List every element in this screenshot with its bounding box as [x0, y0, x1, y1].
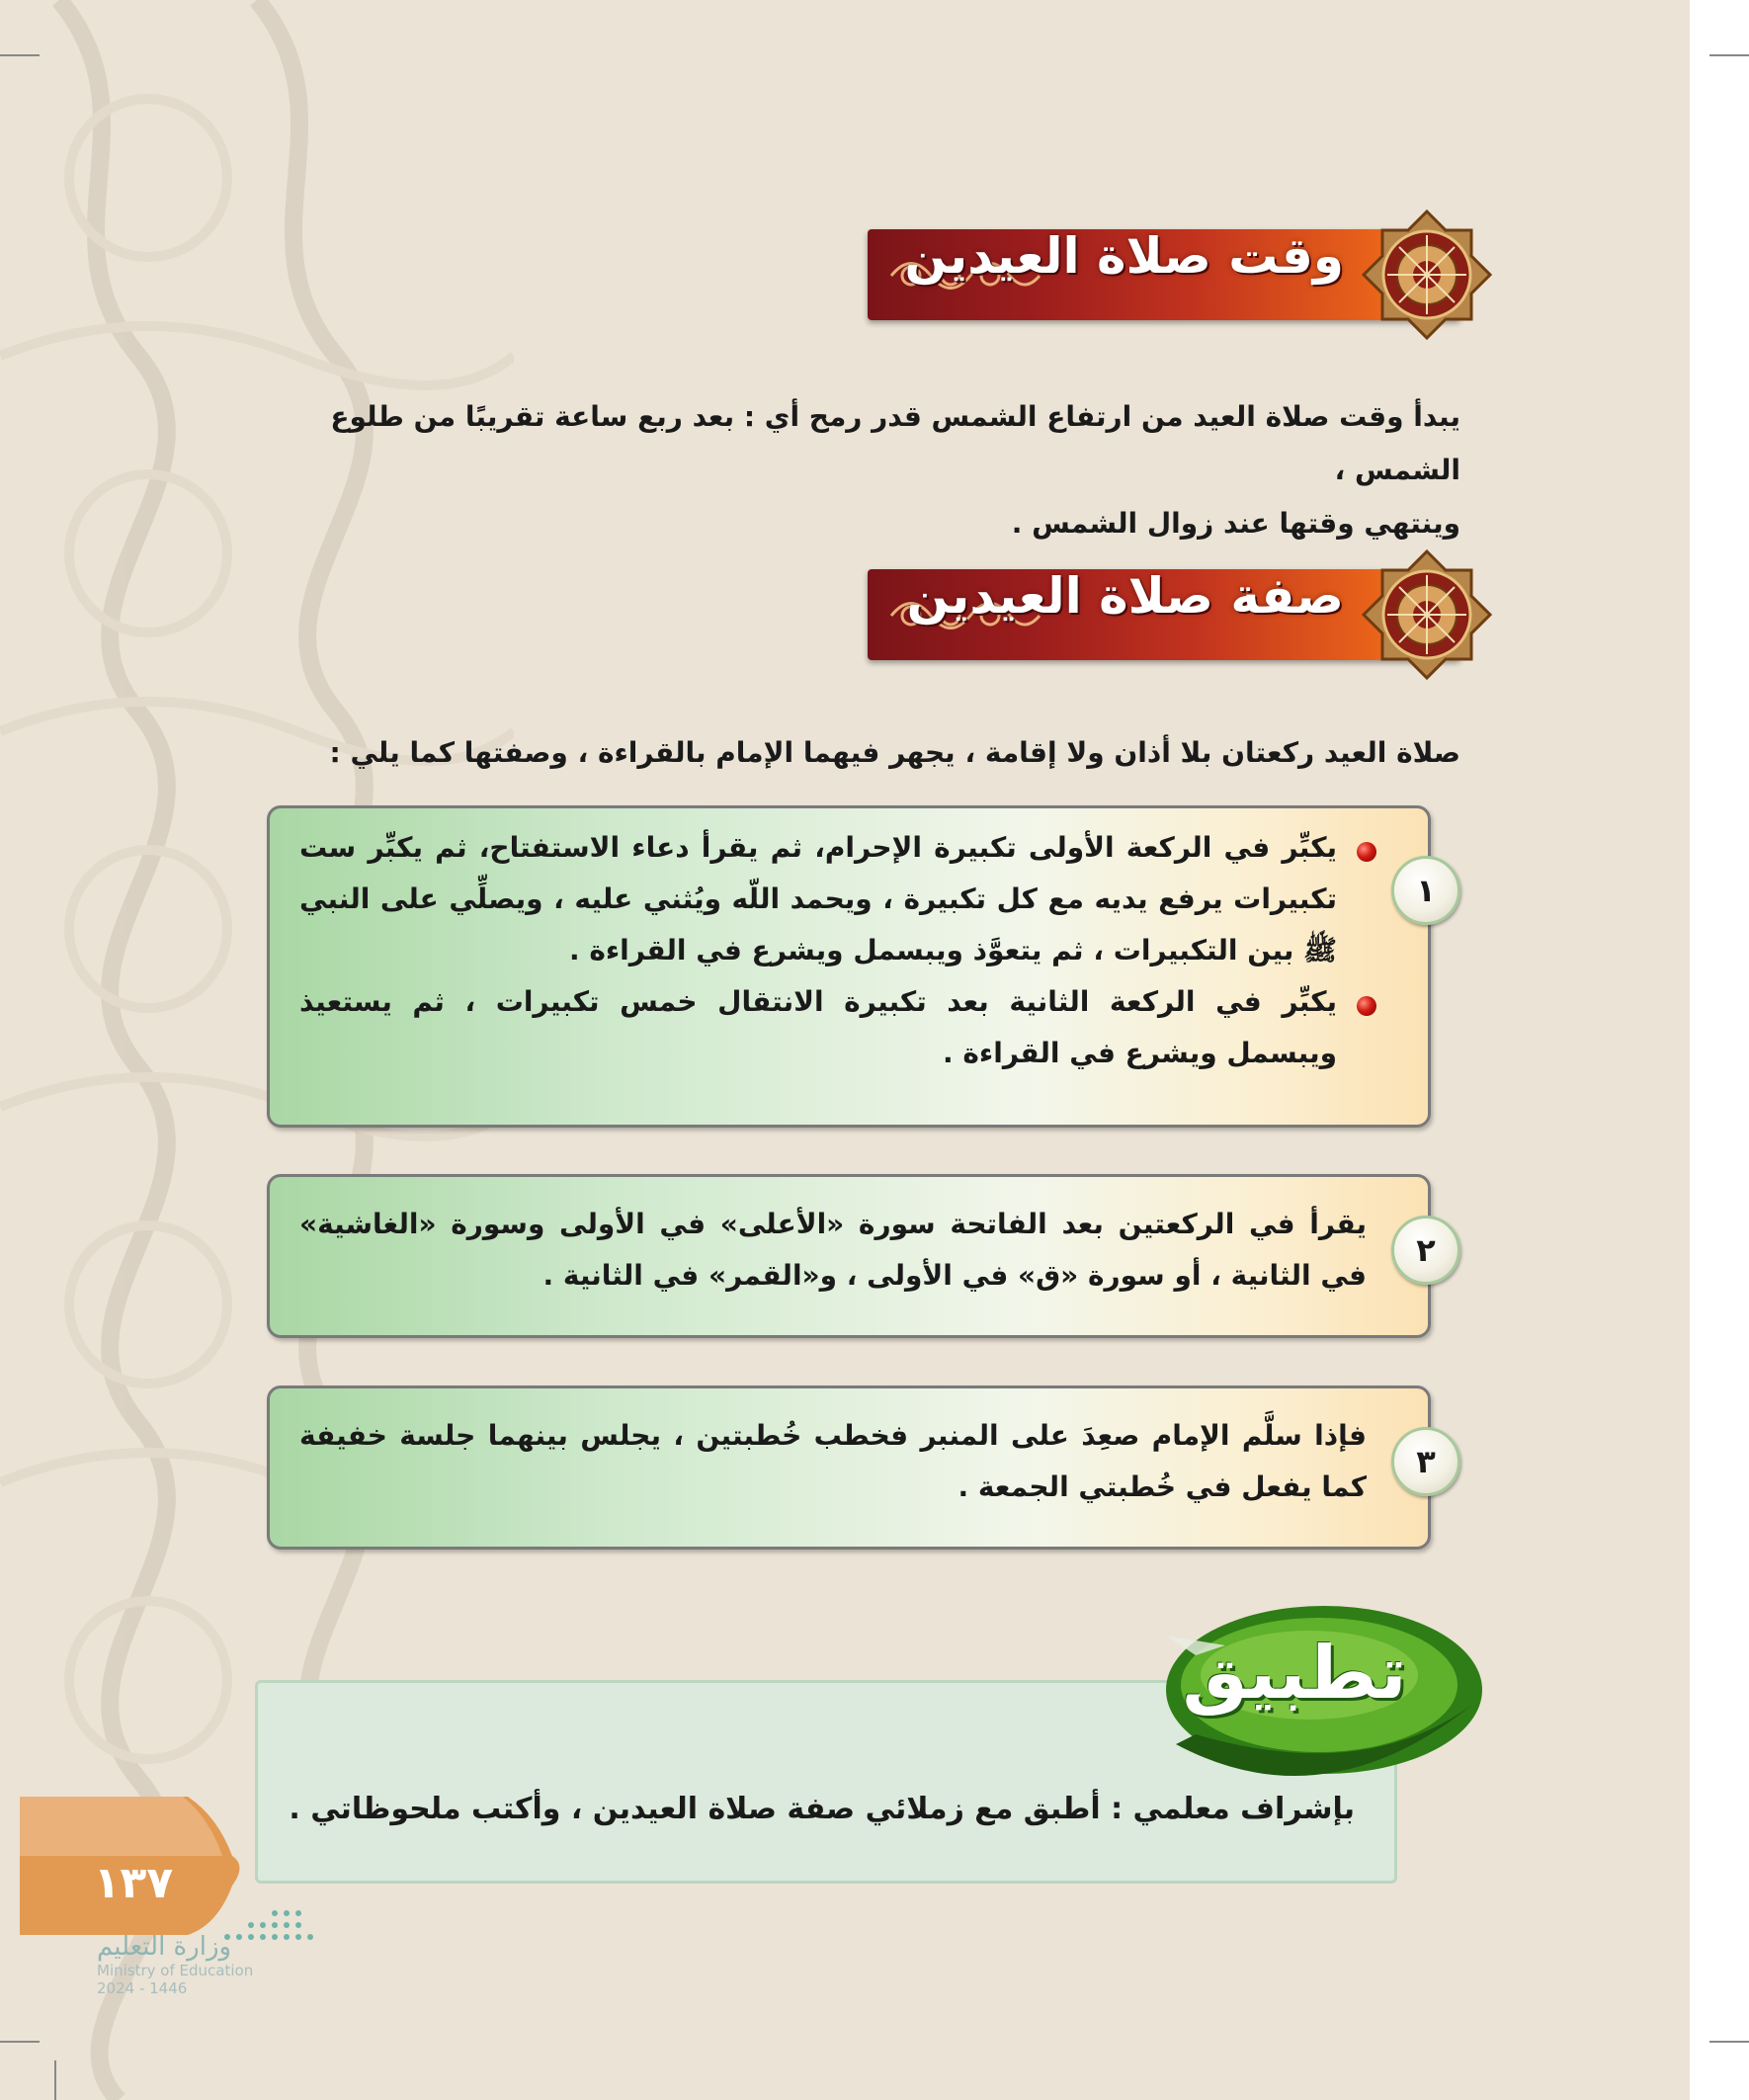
crop-mark — [1709, 2041, 1749, 2043]
step-1-bullet-2: يكبِّر في الركعة الثانية بعد تكبيرة الانتقال خمس تكبيرات ، ثم يستعيذ ويبسمل ويشرع في القراءة . — [299, 985, 1337, 1069]
step-number-badge: ٢ — [1391, 1216, 1460, 1285]
step-number-badge: ٣ — [1391, 1427, 1460, 1496]
ministry-logo — [97, 1932, 314, 1997]
step-box-3 — [267, 1386, 1431, 1550]
eid-time-paragraph — [225, 390, 1460, 550]
step-box-1 — [267, 805, 1431, 1128]
rosette-ornament-icon — [1362, 210, 1492, 340]
eid-time-line-2: وينتهي وقتها عند زوال الشمس . — [1011, 507, 1460, 540]
section-header-eid-description — [868, 555, 1492, 672]
section-title: صفة صلاة العيدين — [906, 567, 1344, 625]
page-number: ١٣٧ — [93, 1858, 174, 1908]
bullet-icon — [1357, 996, 1376, 1016]
edition-year: 2024 - 1446 — [97, 1979, 188, 1997]
section-header-eid-time — [868, 215, 1492, 332]
section-title: وقت صلاة العيدين — [904, 227, 1344, 285]
step-number-badge: ١ — [1391, 856, 1460, 925]
crop-mark — [54, 2060, 56, 2100]
ministry-name-arabic: وزارة التعليم — [97, 1932, 232, 1962]
step-2-text: يقرأ في الركعتين بعد الفاتحة سورة «الأعلى» في الأولى وسورة «الغاشية» في الثانية ، أو سورة «ق» في الأولى ، و«القمر» في الثانية . — [299, 1208, 1367, 1292]
crop-mark — [0, 2041, 40, 2043]
ministry-name-english: Ministry of Education — [97, 1962, 254, 1979]
crop-mark — [0, 54, 40, 56]
crop-mark — [1709, 54, 1749, 56]
application-title: تطبيق — [1182, 1631, 1407, 1716]
application-text: بإشراف معلمي : أطبق مع زملائي صفة صلاة العيدين ، وأكتب ملحوظاتي . — [289, 1792, 1355, 1826]
step-1-bullet-1: يكبِّر في الركعة الأولى تكبيرة الإحرام، ثم يقرأ دعاء الاستفتاح، ثم يكبِّر ست تكبيرات يرفع يديه مع كل تكبيرة ، ويحمد اللّه ويُثني عليه ، ويصلِّي على النبي ﷺ بين التكبيرات ، ثم يتعوَّذ ويبسمل ويشرع في القراءة . — [299, 831, 1337, 966]
eid-description-intro: صلاة العيد ركعتان بلا أذان ولا إقامة ، يجهر فيهما الإمام بالقراءة ، وصفتها كما يلي : — [329, 736, 1460, 769]
step-3-text: فإذا سلَّم الإمام صعِدَ على المنبر فخطب خُطبتين ، يجلس بينهما جلسة خفيفة كما يفعل في خُطبتي الجمعة . — [299, 1419, 1367, 1503]
eid-time-line-1: يبدأ وقت صلاة العيد من ارتفاع الشمس قدر رمح أي : بعد ربع ساعة تقريبًا من طلوع الشمس ، — [330, 400, 1460, 486]
step-box-2 — [267, 1174, 1431, 1338]
rosette-ornament-icon — [1362, 549, 1492, 680]
bullet-icon — [1357, 842, 1376, 862]
